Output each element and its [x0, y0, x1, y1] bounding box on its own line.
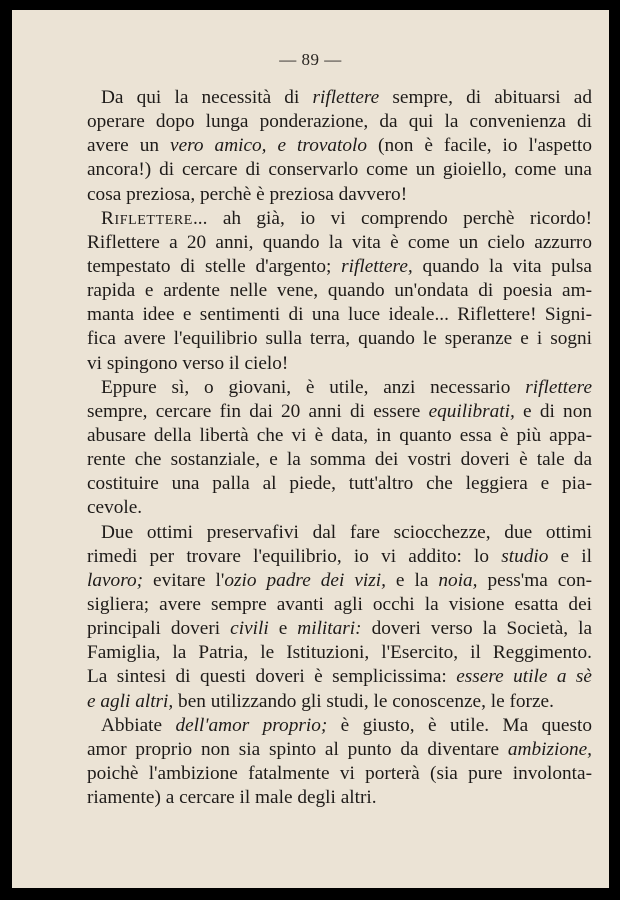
italic-text: vero amico, e trovatolo — [170, 135, 368, 157]
text-segment: riamente) a cercare il male degli altri. — [87, 787, 377, 809]
italic-text: dell'amor proprio; — [175, 714, 328, 736]
text-segment: sempre, di abituarsi ad — [379, 87, 592, 108]
text-line — [87, 183, 592, 207]
text-line — [87, 617, 592, 641]
text-line — [87, 786, 592, 810]
italic-text: e agli altri, — [87, 690, 174, 712]
text-segment: avere un — [87, 135, 171, 157]
text-segment: cosa preziosa, perchè è preziosa davvero! — [87, 183, 408, 205]
text-line — [87, 545, 592, 569]
text-line — [87, 424, 592, 448]
text-line — [87, 496, 592, 520]
text-line — [87, 279, 592, 303]
text-line — [87, 448, 592, 472]
text-segment: doveri verso la Società, la — [361, 618, 592, 640]
text-segment: rente che sostanziale, e la somma dei vostri doveri è tale da — [87, 449, 592, 471]
book-page — [12, 10, 609, 888]
text-line — [87, 641, 592, 665]
text-segment: ancora!) di cercare di conservarlo come un gioiello, come una — [87, 159, 592, 181]
italic-text: militari: — [297, 618, 362, 640]
text-line — [87, 714, 592, 738]
text-segment: fica avere l'equilibrio sulla terra, quando le speranze e i sogni — [87, 328, 592, 350]
text-segment: è giusto, è utile. Ma questo — [327, 714, 592, 736]
text-segment: rimedi per trovare l'equilibrio, io vi addito: lo — [87, 545, 502, 567]
text-segment: Da qui la necessità di — [101, 87, 313, 108]
text-segment: Riflettere a 20 anni, quando la vita è come un cielo azzurro — [87, 231, 592, 253]
italic-text: equilibrati, — [428, 400, 515, 422]
text-segment: sigliera; avere sempre avanti agli occhi la visione esatta dei — [87, 593, 592, 615]
text-line — [87, 762, 592, 786]
text-line — [87, 738, 592, 762]
italic-text: lavoro; — [87, 569, 144, 591]
text-segment: Famiglia, la Patria, le Istituzioni, l'Esercito, il Reggimento. — [87, 642, 592, 664]
text-segment: principali doveri — [87, 618, 231, 640]
italic-text: studio — [501, 545, 549, 567]
text-segment: tempestato di stelle d'argento; — [87, 255, 342, 277]
page-number: — 89 — — [279, 50, 342, 69]
italic-text: civili — [230, 618, 269, 640]
text-segment: e di non — [514, 400, 592, 422]
italic-text: essere utile a sè — [456, 666, 592, 688]
text-segment: e — [268, 618, 298, 640]
text-line — [87, 134, 592, 158]
text-segment: operare dopo lunga ponderazione, da qui la convenienza di — [87, 111, 592, 133]
text-line — [87, 690, 592, 714]
italic-text: riflettere — [312, 87, 380, 108]
text-segment: ... ah già, io vi comprendo perchè ricordo! — [192, 207, 592, 229]
italic-text: ambizione, — [507, 738, 592, 760]
text-segment: Abbiate — [101, 714, 176, 736]
text-line — [87, 158, 592, 182]
text-segment: cevole. — [87, 497, 143, 519]
italic-text: ozio padre dei vizi, — [224, 569, 386, 591]
page-body-text — [87, 86, 592, 810]
text-line — [87, 593, 592, 617]
text-segment: costituire una palla al piede, tutt'altro che leggiera e pia- — [87, 473, 592, 495]
text-line — [87, 231, 592, 255]
text-line — [87, 255, 592, 279]
text-segment: e il — [548, 545, 592, 567]
text-line — [87, 472, 592, 496]
italic-text: riflettere, — [341, 255, 413, 277]
text-line — [87, 569, 592, 593]
text-segment: evitare l' — [143, 569, 225, 591]
text-segment: Riflettere — [101, 207, 193, 229]
text-segment: vi spingono verso il cielo! — [87, 352, 289, 374]
text-line — [87, 665, 592, 689]
text-line — [87, 327, 592, 351]
text-segment: pess'ma con- — [477, 569, 593, 591]
text-segment: e la — [385, 569, 439, 591]
italic-text: noia, — [438, 569, 478, 591]
text-segment: quando la vita pulsa — [412, 255, 592, 277]
text-segment: manta idee e sentimenti di una luce ideale... Riflettere! Signi- — [87, 304, 592, 326]
text-line — [87, 86, 592, 110]
text-line — [87, 110, 592, 134]
text-line — [87, 521, 592, 545]
text-segment: amor proprio non sia spinto al punto da diventare — [87, 738, 508, 760]
text-segment: Eppure sì, o giovani, è utile, anzi necessario — [101, 376, 526, 398]
text-line — [87, 207, 592, 231]
text-segment: ben utilizzando gli studi, le conoscenze, le forze. — [173, 690, 554, 712]
text-segment: (non è facile, io l'aspetto — [367, 135, 592, 157]
text-segment: La sintesi di questi doveri è semplicissima: — [87, 666, 457, 688]
text-line — [87, 352, 592, 376]
text-line — [87, 303, 592, 327]
text-segment: rapida e ardente nelle vene, quando un'ondata di poesia am- — [87, 280, 592, 302]
text-segment: abusare della libertà che vi è data, in quanto essa è più appa- — [87, 424, 592, 446]
text-line — [87, 376, 592, 400]
text-segment: poichè l'ambizione fatalmente vi porterà (sia pure involonta- — [87, 762, 592, 784]
italic-text: riflettere — [525, 376, 592, 398]
text-segment: sempre, cercare fin dai 20 anni di essere — [87, 400, 429, 422]
text-segment: Due ottimi preservafivi dal fare sciocchezze, due ottimi — [101, 521, 592, 543]
text-line — [87, 400, 592, 424]
